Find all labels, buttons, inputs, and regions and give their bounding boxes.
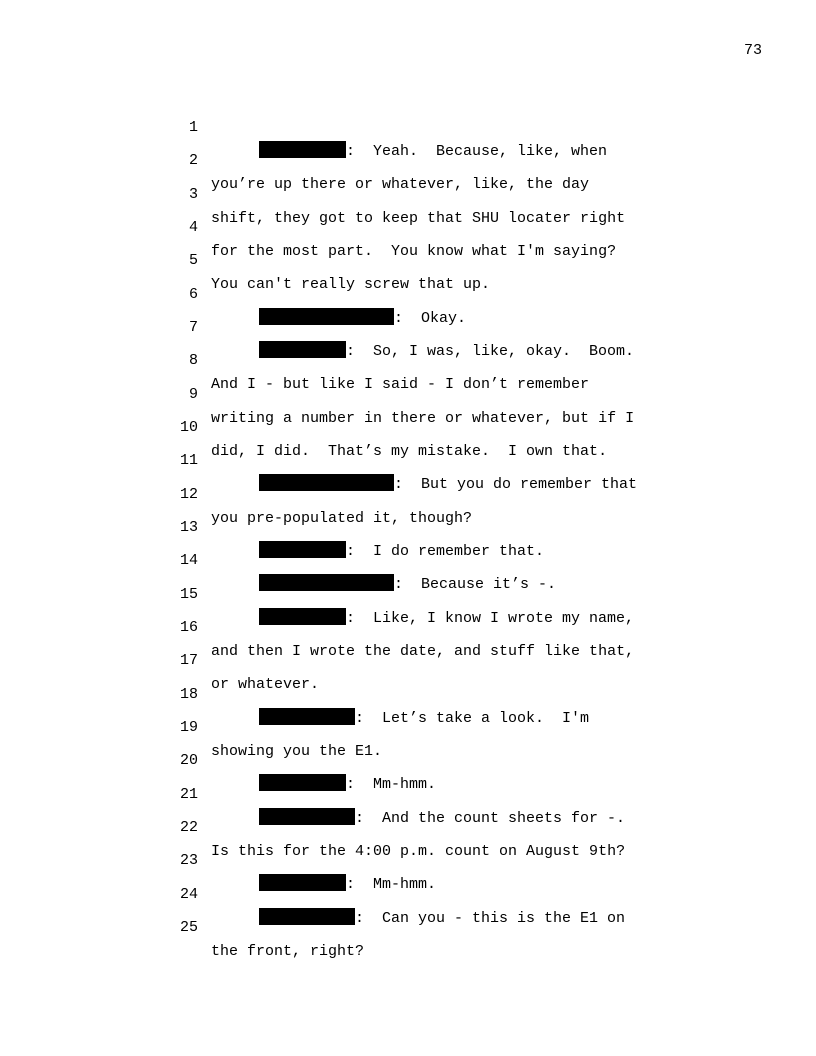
line-number: 12 (179, 486, 198, 503)
line-content: You can't really screw that up. (211, 276, 491, 293)
line-number: 8 (188, 352, 198, 369)
line-number: 10 (179, 419, 198, 436)
line-number: 4 (188, 219, 198, 236)
line-content: : Okay. (394, 310, 467, 327)
line-number: 7 (188, 319, 198, 336)
line-number: 13 (179, 519, 198, 536)
line-number: 9 (188, 386, 198, 403)
line-number: 22 (179, 819, 198, 836)
line-number: 25 (179, 919, 198, 936)
line-number: 20 (179, 752, 198, 769)
line-content: you pre-populated it, though? (211, 510, 473, 527)
line-content: showing you the E1. (211, 743, 383, 760)
line-number: 17 (179, 652, 198, 669)
transcript-line (0, 292, 816, 360)
line-number: 23 (179, 852, 198, 869)
line-number: 16 (179, 619, 198, 636)
page-number: 73 (743, 42, 762, 59)
line-number: 6 (188, 286, 198, 303)
line-content: : Mm-hmm. (346, 776, 437, 793)
line-content: : Mm-hmm. (346, 876, 437, 893)
line-content: : Like, I know I wrote my name, (346, 610, 635, 627)
line-number: 21 (179, 786, 198, 803)
line-content: Is this for the 4:00 p.m. count on August 9th? (211, 843, 626, 860)
line-number: 15 (179, 586, 198, 603)
line-number: 3 (188, 186, 198, 203)
line-content: or whatever. (211, 676, 320, 693)
line-content: for the most part. You know what I'm saying? (211, 243, 617, 260)
line-content: writing a number in there or whatever, but if I (211, 410, 635, 427)
line-content: the front, right? (211, 943, 365, 960)
line-content: : Yeah. Because, like, when (346, 143, 608, 160)
line-content: : But you do remember that (394, 476, 638, 493)
line-content: And I - but like I said - I don’t remember (211, 376, 590, 393)
line-content: shift, they got to keep that SHU locater right (211, 210, 626, 227)
line-content: : And the count sheets for -. (355, 810, 626, 827)
line-content: did, I did. That’s my mistake. I own that. (211, 443, 608, 460)
line-number: 11 (179, 452, 198, 469)
line-number: 5 (188, 252, 198, 269)
line-number: 14 (179, 552, 198, 569)
line-content: and then I wrote the date, and stuff like that, (211, 643, 635, 660)
line-number: 18 (179, 686, 198, 703)
line-content: : Let’s take a look. I'm (355, 710, 590, 727)
transcript-line (0, 92, 816, 160)
line-number: 24 (179, 886, 198, 903)
line-content: : Because it’s -. (394, 576, 557, 593)
line-content: you’re up there or whatever, like, the day (211, 176, 590, 193)
line-content: : Can you - this is the E1 on (355, 910, 626, 927)
line-content: : So, I was, like, okay. Boom. (346, 343, 635, 360)
line-number: 2 (188, 152, 198, 169)
line-content: : I do remember that. (346, 543, 545, 560)
line-number: 1 (188, 119, 198, 136)
line-number: 19 (179, 719, 198, 736)
